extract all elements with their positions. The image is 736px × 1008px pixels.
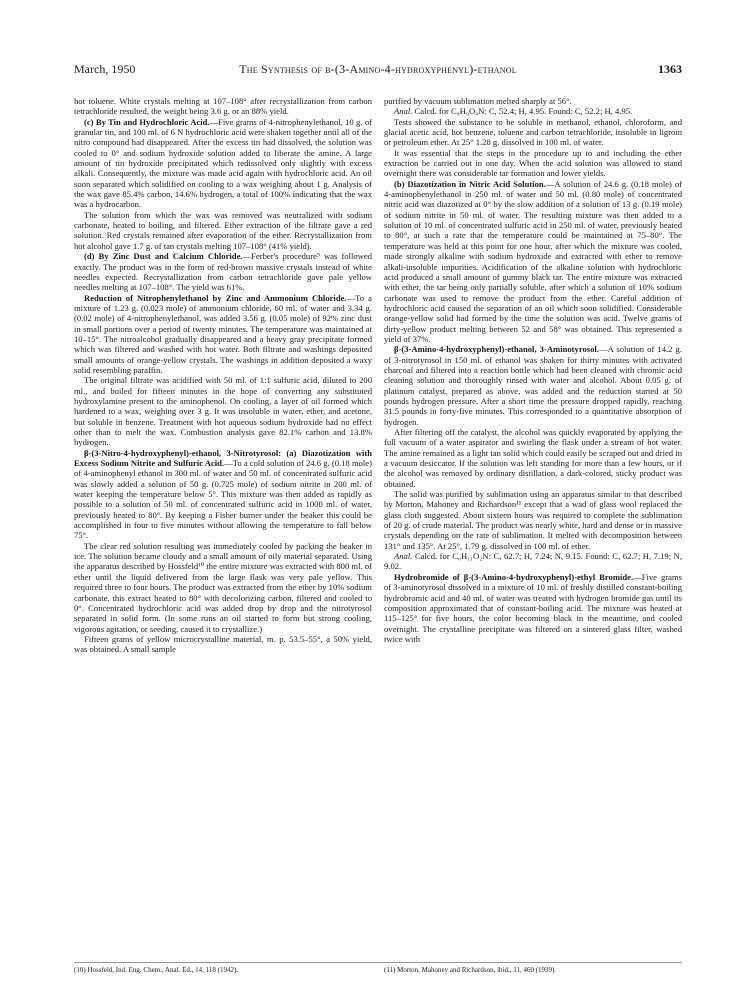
- paragraph: [384, 572, 682, 644]
- section-heading: Hydrobromide of β-(3-Amino-4-hydroxyphenyl)-ethyl Bromide.: [394, 571, 634, 582]
- paragraph: [384, 344, 682, 427]
- paragraph: [384, 106, 682, 116]
- paragraph: [74, 634, 372, 655]
- page-header: [74, 62, 682, 80]
- paragraph: [74, 210, 372, 251]
- right-column: [384, 96, 682, 956]
- paragraph: [74, 293, 372, 376]
- paragraph-text: —A solution of 14.2 g. of 3-nitrotyrosol in 150 ml. of ethanol was shaken for thirty minutes with activated charcoal and filtered into a reaction bottle which had been cleaned with chromic acid cleaning solution and thoroughly rinsed with water and alcohol. About 0.05 g. of platinum catalyst, prepared as above, was added and the reduction started at 50 pounds hydrogen pressure. After a short time the pressure dropped rapidly, reaching 31.5 pounds in forty-five minutes. This corresponded to a quantitative absorption of hydrogen.: [384, 344, 682, 427]
- section-heading: (b) Diazotization in Nitric Acid Solution.: [394, 178, 546, 189]
- issue-date: March, 1950: [74, 62, 136, 76]
- paragraph: [74, 251, 372, 292]
- paragraph-text: The original filtrate was acidified with 50 ml. of 1:1 sulfuric acid, diluted to 200 ml., and boiled for fifteen minutes in the hope of converting any substituted hydroxylamine present to the aminophenol. On cooling, a layer of oil formed which hardened to a wax, weighing over 3 g. It was insoluble in water, ether, and acetone, but soluble in benzene. Treatment with hot aqueous sodium hydroxide had no effect other than to melt the wax. Combustion analysis gave 82.1% carbon and 13.8% hydrogen.: [74, 375, 372, 448]
- paragraph: [384, 489, 682, 551]
- page-number: 1363: [658, 62, 682, 76]
- paragraph: [74, 117, 372, 210]
- paragraph-text: purified by vacuum sublimation melted sharply at 56°.: [384, 96, 572, 106]
- footnote-10: (10) Hossfeld, Ind. Eng. Chem., Anal. Ed., 14, 118 (1942).: [74, 966, 239, 974]
- paragraph-text: —A solution of 24.6 g. (0.18 mole) of 4-aminophenylethanol in 250 ml. of water and 50 ml. (0.80 mole) of concentrated nitric acid was diazotized at 0° by the slow addition of a solution of 13 g. (0.19 mole) of sodium nitrite in 50 ml. of water. The resulting mixture was then added to a solution of 10 ml. of concentrated sulfuric acid in 250 ml. of water, previously heated to 80°, at such a rate that the temperature could be maintained at 75–80°. The temperature was held at this point for one hour, after which the mixture was cooled, made strongly alkaline with sodium hydroxide and extracted with ether to remove alkali-insoluble impurities. Acidification of the alkaline solution with hydrochloric acid produced a small amount of gummy black tar. The entire mixture was extracted with ether, the tar being only partially soluble, after which a solution of 10% sodium carbonate was used to remove the product from the ether. Careful addition of hydrochloric acid caused the separation of an oil which soon solidified. Considerable orange-yellow solid had formed by the time the solution was acid. Twelve grams of dirty-yellow product melting between 52 and 58° was obtained. This represented a yield of 37%.: [384, 178, 682, 344]
- paragraph: [74, 375, 372, 447]
- paragraph: [384, 427, 682, 489]
- paragraph-text: —To a mixture of 1.23 g. (0.023 mole) of ammonium chloride, 60 ml. of water and 3.34 g. (0.02 mole) of 4-nitrophenylethanol, was added 3.56 g. (0.05 mole) of 92% zinc dust in small portions over a period of twenty minutes. The temperature was maintained at 10–15°. The nitroalcohol gradually disappeared and a heavy gray precipitate formed which was filtered and washed with hot water. Both filtrate and washings deposited small amounts of orange-yellow crystals. The washings in addition deposited a waxy solid resembling paraffin.: [74, 292, 372, 375]
- section-heading: β-(3-Nitro-4-hydroxyphenyl)-ethanol, 3-Nitrotyrosol: (a) Diazotization with Excess Sodium Nitrite and Sulfuric Acid.: [74, 447, 372, 469]
- paragraph-text: Fifteen grams of yellow microcrystalline material, m. p. 53.5–55°, a 50% yield, was obtained. A small sample: [74, 633, 372, 655]
- paragraph-text: The clear red solution resulting was immediately cooled by packing the beaker in ice. The solution became cloudy and a small amount of oily material separated. Using the apparatus described by Hossfeld¹⁰ the entire mixture was extracted with 800 ml. of ether until the liquid delivered from the large flask was very pale yellow. This required three to four hours. The product was extracted from the ether by 10% sodium carbonate, this extract heated to 80° with decolorizing carbon, filtered and cooled to 0°. Concentrated hydrochloric acid was added drop by drop and the nitrotyrosol separated in solid form. (In some runs an oil started to form but strong cooling, vigorous agitation, or seeding, caused it to crystallize.): [74, 540, 372, 634]
- paragraph-text: hot toluene. White crystals melting at 107–108° after recrystallization from carbon tetrachloride resulted, the weight being 3.6 g. or an 88% yield.: [74, 96, 372, 117]
- section-heading: (c) By Tin and Hydrochloric Acid.: [84, 116, 210, 127]
- paragraph-text: It was essential that the steps in the procedure up to and including the ether extraction be carried out in one day. When the acid solution was allowed to stand overnight there was considerable tar formation and lower yields.: [384, 147, 682, 179]
- paragraph-text: —To a cold solution of 24.6 g. (0.18 mole) of 4-aminophenyl ethanol in 300 ml. of water and 50 ml. of concentrated sulfuric acid was slowly added a solution of 50 g. (0.725 mole) of sodium nitrite in 200 ml. of water keeping the temperature below 5°. This mixture was then added as rapidly as possible to a solution of 50 ml. of concentrated sulfuric acid in 1000 ml. of water, previously heated to 80°. By keeping a Fisher burner under the beaker this could be accomplished in four to five minutes without allowing the temperature to fall below 75°.: [74, 458, 372, 541]
- paragraph: [384, 96, 682, 106]
- paragraph-text: The solution from which the wax was removed was neutralized with sodium carbonate, heated to boiling, and filtered. Ether extraction of the filtrate gave a red solution. Red crystals remained after evaporation of the ether. Recrystallization from hot alcohol gave 1.7 g. of tan crystals melting 107–108° (41% yield).: [74, 209, 372, 251]
- paragraph-text: Calcd. for C₈H₁₁O₂N: C, 62.7; H, 7.24; N, 9.15. Found: C, 62.7; H, 7.19; N, 9.02.: [384, 551, 682, 572]
- section-heading: Reduction of Nitrophenylethanol by Zinc and Ammonium Chloride.: [84, 292, 347, 303]
- paragraph-text: —Ferber's procedure⁹ was followed exactly. The product was in the form of red-brown massive crystals instead of white needles expected. Recrystallization from carbon tetrachloride gave pale yellow needles melting at 107–108°. The yield was 61%.: [74, 251, 372, 293]
- paragraph-text: After filtering off the catalyst, the alcohol was quickly evaporated by applying the full vacuum of a water aspirator and swirling the flask under a stream of hot water. The amine remained as a light tan solid which could easily be scraped out and dried in a vacuum desiccator. If the solution was left standing for more than a few hours, or if the alcohol was removed by ordinary distillation, a dark-colored, sticky product was obtained.: [384, 427, 682, 489]
- paragraph-text: Calcd. for C₈H₉O₄N: C, 52.4; H, 4.95. Found: C, 52.2; H, 4.95.: [412, 106, 633, 117]
- paragraph-text: Tests showed the substance to be soluble in methanol, ethanol, chloroform, and glacial acetic acid, hot benzene, toluene and carbon tetrachloride, insoluble in ligroin or petroleum ether. At 25° 1.28 g. dissolved in 100 ml. of water.: [384, 116, 682, 148]
- paragraph: [384, 179, 682, 345]
- analysis-label: Anal.: [394, 106, 413, 117]
- paragraph: [74, 448, 372, 541]
- section-heading: β-(3-Amino-4-hydroxyphenyl)-ethanol, 3-Aminotyrosol.: [394, 344, 599, 355]
- analysis-label: Anal.: [394, 551, 413, 562]
- footnotes: [74, 962, 682, 977]
- paragraph: [384, 117, 682, 148]
- paragraph-text: —Five grams of 4-nitrophenylethanol, 10 g. of granular tin, and 100 ml. of 6 N hydrochloric acid were shaken together until all of the nitro compound had disappeared. After the excess tin had dissolved, the solution was cooled to 0° and sodium hydroxide solution added to liberate the amine. A large amount of tin hydroxide precipitated which redissolved only slightly with excess alkali. Consequently, the mixture was made acid again with hydrochloric acid. An oil soon separated which solidified on cooling to a wax weighing about 1 g. Analysis of the wax gave 85.4% carbon, 14.6% hydrogen, a total of 100% indicating that the wax was a hydrocarbon.: [74, 116, 372, 210]
- paragraph: [384, 148, 682, 179]
- paragraph: [384, 551, 682, 572]
- paragraph: [74, 541, 372, 634]
- left-column: [74, 96, 372, 956]
- paragraph: [74, 96, 372, 117]
- section-heading: (d) By Zinc Dust and Calcium Chloride.: [84, 251, 243, 262]
- paragraph-text: The solid was purified by sublimation using an apparatus similar to that described by Morton, Mahoney and Richardson¹¹ except that a wad of glass wool replaced the glass cloth suggested. About sixteen hours was required to complete the sublimation of 20 g. of crude material. The product was nearly white, hard and dense or in massive crystals depending on the rate of sublimation. It melted with decomposition between 131° and 135°. At 25°, 1.79 g. dissolved in 100 ml. of ether.: [384, 489, 682, 551]
- running-title: The Synthesis of β-(3-Amino-4-hydroxyphenyl)-ethanol: [239, 62, 517, 76]
- paragraph-text: —Five grams of 3-aminotyrosol dissolved in a mixture of 10 ml. of freshly distilled constant-boiling hydrobromic acid and 40 ml. of water was treated with hydrogen bromide gas until its composition approximated that of constant-boiling acid. The mixture was heated at 115–125° for five hours, the color becoming black in the meantime, and cooled overnight. The crystalline precipitate was filtered on a sintered glass filter, washed twice with: [384, 571, 682, 644]
- footnote-11: (11) Morton, Mahoney and Richardson, ibid., 11, 460 (1939).: [384, 966, 557, 974]
